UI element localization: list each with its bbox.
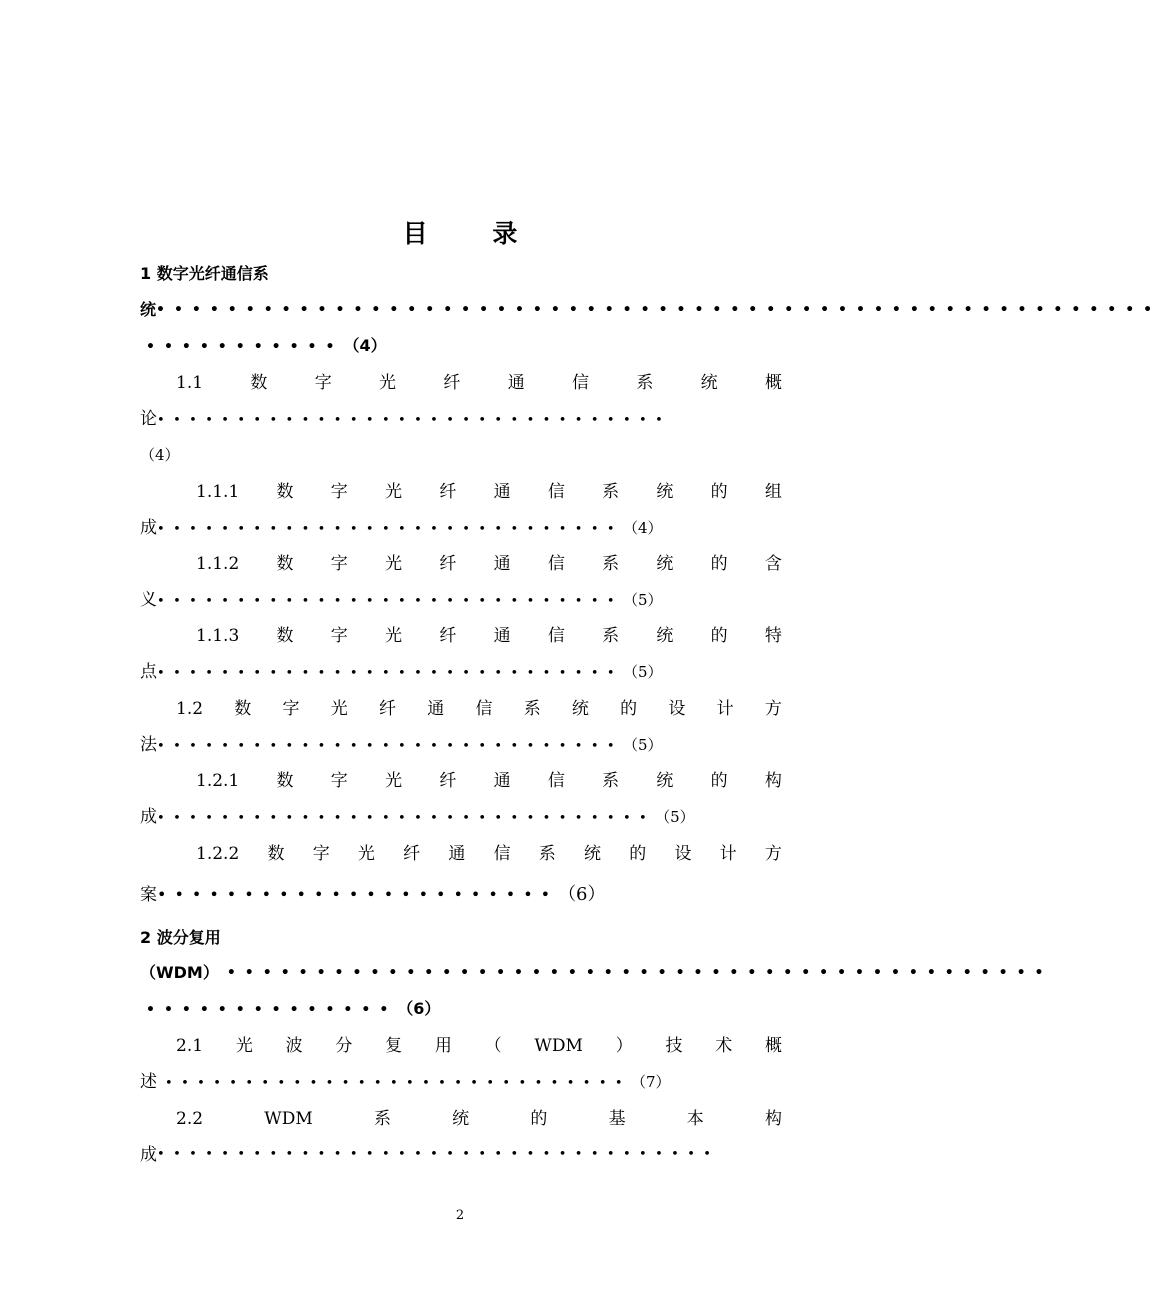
toc-page-ref: （4） [140,446,180,464]
toc-title-char: 统 [656,771,674,791]
toc-section-1-1-1-cont[interactable] [140,516,782,540]
toc-section-number: 1.2.2 [196,844,240,864]
toc-title-char: 数 [276,626,294,646]
toc-title-char: 特 [764,626,782,646]
toc-section-number: 2.2 [176,1109,204,1129]
toc-section-number: 1.1.2 [196,554,240,574]
page-number: 2 [455,1208,465,1223]
toc-title-char: 纤 [439,771,457,791]
toc-chapter-1[interactable]: 1 数字光纤通信系 [140,264,269,283]
toc-title-char: 技 [665,1036,683,1056]
toc-cont-text: 成 [140,807,157,827]
toc-title-char: 的 [710,626,728,646]
toc-title-char: 基 [608,1109,626,1129]
toc-title-char: 用 [434,1036,452,1056]
toc-title-char: 含 [764,554,782,574]
toc-title-char: 统 [584,844,602,864]
toc-title-char: 统 [656,554,674,574]
toc-title-char: （ [484,1036,502,1056]
toc-leader-dots: •••••••••••••• [146,1002,398,1018]
toc-section-1-1-3-cont[interactable] [140,660,782,684]
toc-section-number: 1.2.1 [196,771,240,791]
toc-title-char: 统 [452,1109,470,1129]
toc-title-char: 信 [493,844,511,864]
toc-title-char: 信 [572,373,590,393]
toc-chapter-2-page-line[interactable] [140,997,782,1021]
toc-title-char: 系 [538,844,556,864]
toc-section-number: 1.2 [176,699,204,719]
toc-leader-dots: ••••••••••••••••••••••••••••••• [157,811,656,826]
toc-page-ref: （5） [622,663,663,681]
toc-title-char: 字 [330,771,348,791]
toc-title-char: 数 [276,771,294,791]
toc-title-char: 通 [507,373,525,393]
toc-title-char: 光 [379,373,397,393]
toc-title-char: 的 [629,844,647,864]
toc-chapter-2-cont[interactable] [140,961,1053,985]
toc-section-2-2[interactable] [176,1107,782,1131]
toc-title-char: 信 [547,554,565,574]
toc-title-char: 系 [602,626,620,646]
toc-section-1-1-cont[interactable] [140,407,782,431]
toc-cont-text: 法 [140,735,157,755]
toc-cont-text: 义 [140,590,157,610]
toc-page-ref: （7） [630,1073,671,1091]
toc-title-char: 概 [765,373,782,393]
toc-title-char: 数 [234,699,252,719]
toc-title-char: 光 [235,1036,253,1056]
toc-title-char: ） [615,1036,633,1056]
toc-title-char: 系 [373,1109,391,1129]
toc-chapter-2-cont-text: （WDM） [140,963,219,982]
toc-section-1-1-3[interactable] [196,624,782,648]
toc-page-ref: （5） [655,808,695,826]
toc-cont-text: 成 [140,518,157,538]
toc-section-1-1-1[interactable] [196,480,782,504]
toc-leader-dots: ••••••••••••••••••••••••••••••••••• [157,1147,720,1162]
toc-title-char: 的 [710,771,728,791]
toc-section-number: 1.1.1 [196,482,240,502]
toc-leader-dots: ••••••••••• [146,339,344,355]
toc-cont-text: 述 [140,1072,157,1092]
toc-title-char: 组 [764,482,782,502]
toc-leader-dots: •••••••••••••••••••••••••••••••••••••••••••••• [226,965,1053,981]
toc-title-char: 系 [602,771,620,791]
toc-section-1-2-2[interactable] [196,842,782,866]
toc-title-char: 纤 [439,626,457,646]
toc-title-char: 的 [530,1109,548,1129]
toc-section-1-1[interactable] [176,371,782,395]
toc-title-char: 设 [674,844,692,864]
toc-title-char: 复 [385,1036,403,1056]
toc-section-1-2-1-cont[interactable] [140,805,782,829]
toc-title: 目 录 [402,219,546,248]
toc-title-char: 系 [636,373,654,393]
toc-title-char: 光 [385,771,403,791]
toc-title-char: 通 [427,699,445,719]
toc-chapter-2[interactable]: 2 波分复用 [140,928,221,947]
toc-section-2-1[interactable] [176,1034,782,1058]
toc-section-1-1-page-line [140,443,782,467]
toc-leader-dots: ••••••••••••••••••••••••••••• [157,522,623,537]
toc-title-char: 术 [715,1036,733,1056]
toc-cont-text: 论 [140,409,157,429]
toc-section-1-2-cont[interactable] [140,733,782,757]
toc-title-char: 信 [475,699,493,719]
toc-title-char: 系 [523,699,541,719]
toc-title-char: 计 [716,699,734,719]
toc-leader-dots: ••••••••••••••••••••••• [157,885,559,904]
toc-title-char: 的 [620,699,638,719]
toc-section-2-1-cont[interactable] [140,1070,782,1094]
toc-section-1-2[interactable] [176,697,782,721]
toc-leader-dots: ••••••••••••••••••••••••••••• [157,739,623,754]
toc-title-char: 通 [493,626,511,646]
toc-title-char: 字 [330,554,348,574]
toc-cont-text: 点 [140,662,157,682]
toc-title-char: 纤 [443,373,461,393]
toc-title-char: 纤 [378,699,396,719]
toc-title-char: 纤 [439,554,457,574]
toc-title-char: 方 [764,844,782,864]
toc-page-ref: （4） [622,519,663,537]
toc-page-ref: （5） [622,591,663,609]
toc-title-char: 光 [385,554,403,574]
toc-title-char: 通 [493,482,511,502]
toc-title-char: 通 [493,771,511,791]
toc-title-char: 信 [547,482,565,502]
toc-title-char: 通 [493,554,511,574]
toc-title-char: 字 [312,844,330,864]
toc-title-char: 的 [710,482,728,502]
toc-title-char: 波 [285,1036,303,1056]
toc-title-char: 统 [656,626,674,646]
toc-leader-dots: ••••••••••••••••••••••••••••• [157,666,623,681]
toc-cont-text: 案 [140,885,157,905]
toc-page-ref: （6） [558,884,606,905]
toc-leader-dots: •••••••••••••••••••••••••••••••• [157,413,672,428]
toc-title-char: 本 [686,1109,704,1129]
toc-title-char: 光 [357,844,375,864]
toc-title-char: 计 [719,844,737,864]
toc-section-1-1-2[interactable] [196,552,782,576]
toc-section-1-2-1[interactable] [196,769,782,793]
toc-title-char: 信 [547,771,565,791]
toc-title-char: 统 [700,373,718,393]
toc-title-char: WDM [534,1036,583,1056]
toc-title-char: 数 [267,844,285,864]
toc-leader-dots: ••••••••••••••••••••••••••••• [165,1076,631,1091]
toc-title-char: 字 [330,626,348,646]
toc-title-char: 分 [335,1036,353,1056]
toc-leader-dots: ••••••••••••••••••••••••••••• [157,594,623,609]
toc-title-char: 光 [385,482,403,502]
toc-title-char: 字 [282,699,300,719]
toc-title-char: 方 [764,699,782,719]
toc-title-char: WDM [264,1109,313,1129]
toc-chapter-1-page-line[interactable] [140,334,782,358]
toc-title-char: 数 [276,482,294,502]
toc-title-char: 构 [764,771,782,791]
toc-title-char: 设 [668,699,686,719]
toc-title-char: 概 [764,1036,782,1056]
toc-section-2-2-cont[interactable] [140,1143,782,1167]
toc-cont-text: 成 [140,1145,157,1165]
toc-title-char: 字 [314,373,332,393]
toc-title-char: 通 [448,844,466,864]
toc-page-ref: （6） [397,999,441,1018]
toc-title-char: 统 [571,699,589,719]
toc-title-char: 纤 [403,844,421,864]
toc-title-char: 字 [330,482,348,502]
toc-title-char: 纤 [439,482,457,502]
toc-chapter-1-cont-text: 统 [140,300,157,319]
toc-section-number: 1.1.3 [196,626,240,646]
toc-title-char: 光 [385,626,403,646]
toc-title-char: 系 [602,554,620,574]
toc-section-number: 1.1 [176,373,204,393]
toc-title-char: 构 [764,1109,782,1129]
toc-title-char: 光 [330,699,348,719]
toc-title-char: 数 [250,373,268,393]
toc-section-1-2-2-cont[interactable] [140,883,782,907]
toc-section-1-1-2-cont[interactable] [140,588,782,612]
toc-section-number: 2.1 [176,1036,204,1056]
toc-title-char: 系 [602,482,620,502]
toc-page-ref: （5） [622,736,663,754]
toc-title-char: 的 [710,554,728,574]
toc-title-char: 信 [547,626,565,646]
toc-page-ref: （4） [343,336,387,355]
toc-chapter-1-cont[interactable] [140,298,1161,322]
toc-title-char: 数 [276,554,294,574]
toc-leader-dots: •••••••••••••••••••••••••••••••••••••••••••••••••••••••• [156,302,1161,318]
toc-title-char: 统 [656,482,674,502]
